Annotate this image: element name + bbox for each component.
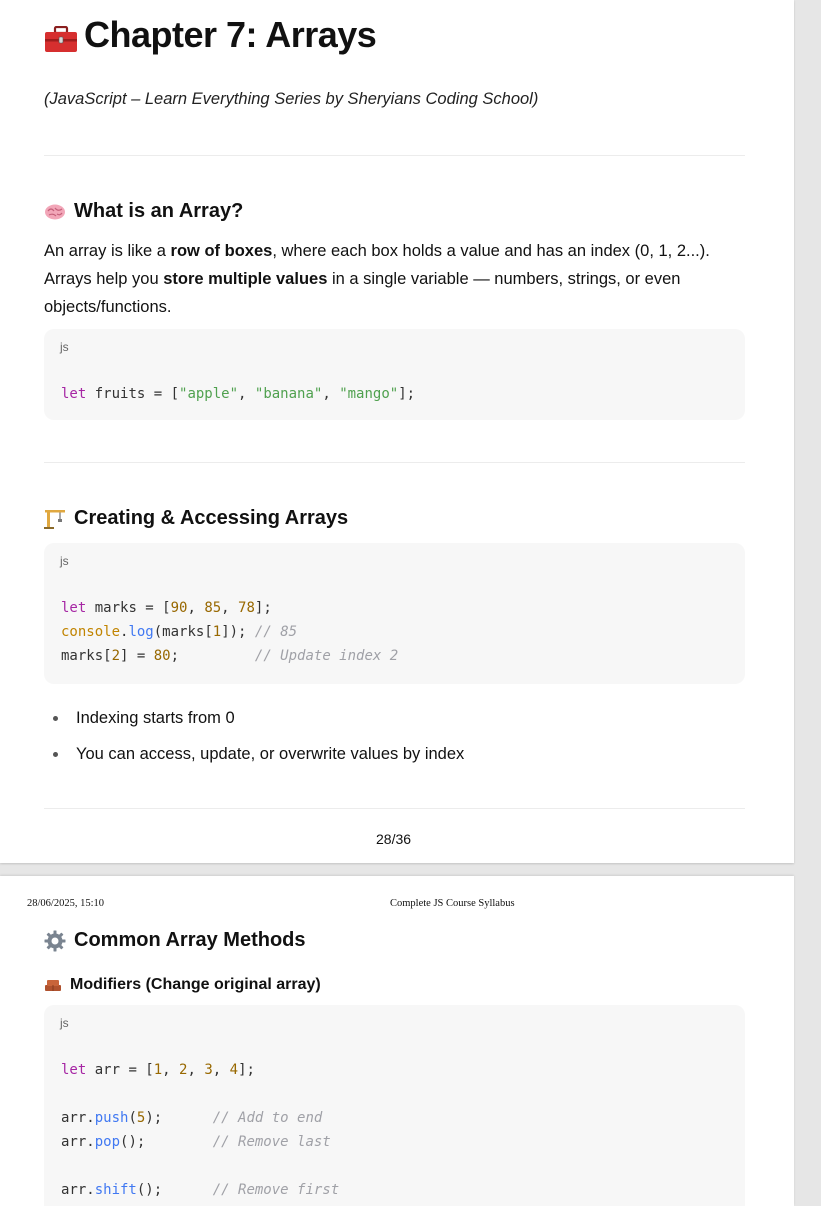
section-heading-text: Common Array Methods (74, 929, 306, 951)
code-language-label: js (60, 554, 69, 568)
construction-crane-icon (44, 509, 66, 529)
section-heading-common-methods (44, 929, 306, 952)
print-header-date: 28/06/2025, 15:10 (27, 898, 105, 909)
subsection-heading-modifiers (44, 976, 321, 994)
code-content: let arr = [1, 2, 3, 4]; arr.push(5); // Add to end arr.pop(); // Remove last arr.shift(); // Remove first (61, 1062, 340, 1198)
list-item: You can access, update, or overwrite values by index (44, 736, 464, 772)
list-item: Indexing starts from 0 (44, 700, 464, 736)
pdf-page-29 (0, 876, 794, 1206)
divider (44, 155, 745, 156)
text: , where each box holds a value and has an index (0, 1, 2...). Arrays help you (44, 242, 710, 288)
code-language-label: js (60, 1016, 69, 1030)
print-header-title: Complete JS Course Syllabus (390, 898, 515, 909)
section-heading-text: Creating & Accessing Arrays (74, 507, 349, 529)
text: in a single variable — numbers, strings, or even objects/functions. (44, 270, 681, 316)
section-heading-creating-accessing (44, 507, 348, 530)
code-block (44, 1005, 745, 1206)
gear-icon (44, 930, 66, 952)
code-block (44, 329, 745, 420)
code-content: let fruits = ["apple", "banana", "mango"]; (61, 386, 416, 402)
divider (44, 462, 745, 463)
bold-text: store multiple values (163, 270, 328, 288)
brick-icon (44, 977, 62, 993)
page-number: 28/36 (376, 831, 412, 847)
bold-text: row of boxes (170, 242, 273, 260)
bullet-list (44, 700, 464, 772)
divider (44, 808, 745, 809)
chapter-title (44, 14, 376, 56)
code-language-label: js (60, 340, 69, 354)
toolbox-icon (44, 21, 78, 49)
array-description (44, 237, 734, 321)
section-heading-text: What is an Array? (74, 200, 244, 222)
chapter-title-text: Chapter 7: Arrays (84, 14, 377, 55)
section-heading-what-is-array (44, 200, 243, 223)
subsection-heading-text: Modifiers (Change original array) (70, 976, 321, 993)
code-block (44, 543, 745, 684)
brain-icon (44, 203, 66, 221)
chapter-subtitle: (JavaScript – Learn Everything Series by Sheryians Coding School) (44, 90, 539, 108)
text: An array is like a (44, 242, 171, 260)
code-content: let marks = [90, 85, 78]; console.log(marks[1]); // 85 marks[2] = 80; // Update index 2 (61, 600, 399, 664)
